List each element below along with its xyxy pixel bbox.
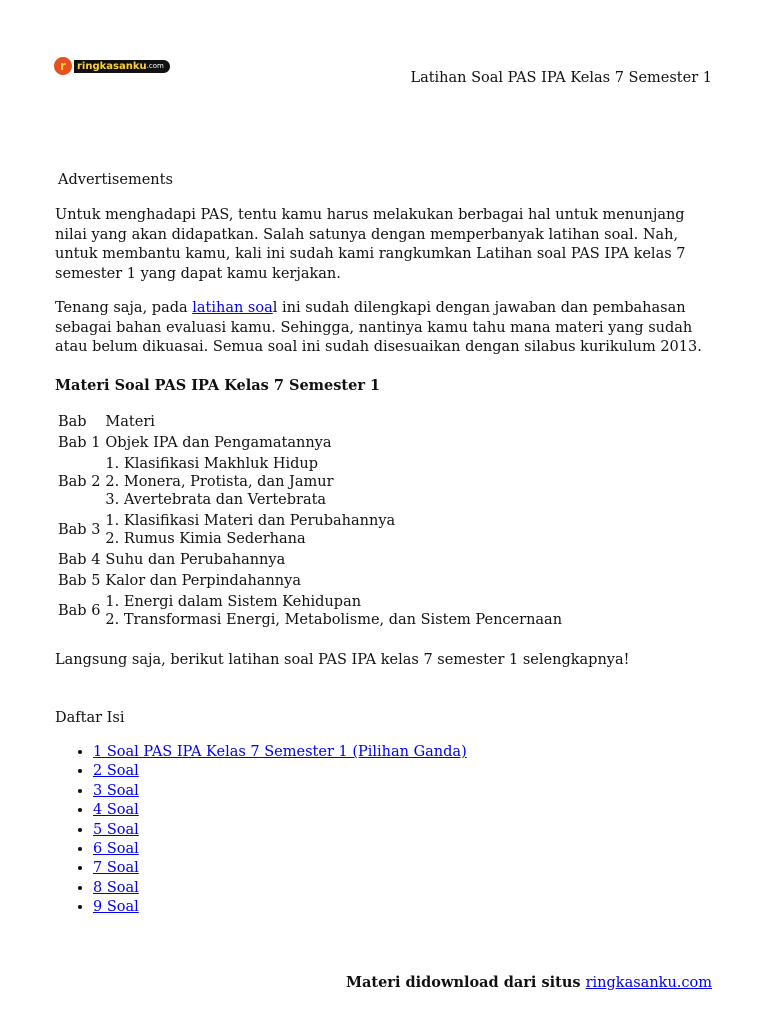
ringkasanku-logo-icon: r xyxy=(54,57,72,75)
table-header-materi: Materi xyxy=(105,413,155,430)
list-item xyxy=(93,859,715,878)
article-content xyxy=(55,172,715,918)
materi-line: 1. Klasifikasi Materi dan Perubahannya xyxy=(105,512,396,529)
toc-link[interactable]: 4 Soal xyxy=(93,802,139,819)
materi-line: Objek IPA dan Pengamatannya xyxy=(105,434,332,451)
advertisements-label: Advertisements xyxy=(58,172,173,188)
toc-link[interactable]: 2 Soal xyxy=(93,763,139,780)
table-header-row xyxy=(55,412,564,433)
toc-title: Daftar Isi xyxy=(55,710,125,726)
latihan-soal-link[interactable]: latihan soa xyxy=(192,300,273,316)
table-cell-bab: Bab 5 xyxy=(58,572,101,589)
materi-line: 2. Monera, Protista, dan Jamur xyxy=(105,473,334,490)
list-item xyxy=(93,898,715,917)
logo-wordmark xyxy=(74,60,170,73)
toc-link[interactable]: 9 Soal xyxy=(93,899,139,916)
table-cell-bab: Bab 4 xyxy=(58,551,101,568)
table-row xyxy=(55,454,564,511)
table-row xyxy=(55,550,564,571)
table-cell-bab: Bab 6 xyxy=(58,602,101,619)
materi-line: 3. Avertebrata dan Vertebrata xyxy=(105,491,327,508)
para2-before: Tenang saja, pada xyxy=(55,300,193,316)
table-row xyxy=(55,433,564,454)
table-cell-materi xyxy=(102,550,564,571)
list-item xyxy=(93,801,715,820)
materi-table xyxy=(55,412,564,631)
footer-label: Materi didownload dari situs xyxy=(345,974,586,991)
toc-link[interactable]: 5 Soal xyxy=(93,821,139,838)
table-cell-materi xyxy=(102,433,564,454)
toc-link[interactable]: 1 Soal PAS IPA Kelas 7 Semester 1 (Pilihan Ganda) xyxy=(93,744,467,760)
toc-link[interactable]: 8 Soal xyxy=(93,879,139,896)
page-footer xyxy=(346,974,712,991)
materi-line: 1. Energi dalam Sistem Kehidupan xyxy=(105,593,362,610)
list-item xyxy=(93,782,715,801)
materi-line: Kalor dan Perpindahannya xyxy=(105,572,301,589)
list-item xyxy=(93,840,715,859)
table-row xyxy=(55,511,564,550)
list-item xyxy=(93,879,715,898)
site-logo xyxy=(54,56,170,76)
toc-list xyxy=(55,743,715,918)
table-row xyxy=(55,592,564,631)
logo-domain: .com xyxy=(146,62,164,70)
table-cell-materi xyxy=(102,592,564,631)
page-header-title: Latihan Soal PAS IPA Kelas 7 Semester 1 xyxy=(410,70,712,86)
section-title: Materi Soal PAS IPA Kelas 7 Semester 1 xyxy=(55,376,381,394)
table-cell-bab: Bab 2 xyxy=(58,473,101,490)
closing-paragraph: Langsung saja, berikut latihan soal PAS IPA kelas 7 semester 1 selengkapnya! xyxy=(55,651,630,668)
table-cell-bab: Bab 1 xyxy=(58,434,101,451)
table-cell-materi xyxy=(102,511,564,550)
list-item xyxy=(93,821,715,840)
table-cell-materi xyxy=(102,571,564,592)
toc-link[interactable]: 6 Soal xyxy=(93,841,139,858)
table-cell-bab: Bab 3 xyxy=(58,521,101,538)
materi-line: 2. Rumus Kimia Sederhana xyxy=(105,530,306,547)
para2-after: l ini sudah dilengkapi dengan jawaban dan pembahasan sebagai bahan evaluasi kamu. Sehingga, nantinya kamu tahu mana materi yang sudah atau belum dikuasai. Semua soal ini sudah disesuaikan dengan silabus kurikulum 2013. xyxy=(55,300,702,355)
second-paragraph xyxy=(55,299,715,358)
logo-text: ringkasanku xyxy=(77,60,147,72)
toc-link[interactable]: 3 Soal xyxy=(93,782,139,799)
list-item xyxy=(93,762,715,781)
intro-paragraph: Untuk menghadapi PAS, tentu kamu harus melakukan berbagai hal untuk menunjang nilai yang akan didapatkan. Salah satunya dengan memperbanyak latihan soal. Nah, untuk membantu kamu, kali ini sudah kami rangkumkan Latihan soal PAS IPA kelas 7 semester 1 yang dapat kamu kerjakan. xyxy=(55,207,686,282)
materi-line: Suhu dan Perubahannya xyxy=(105,551,286,568)
toc-link[interactable]: 7 Soal xyxy=(93,860,139,877)
materi-line: 1. Klasifikasi Makhluk Hidup xyxy=(105,455,319,472)
table-row xyxy=(55,571,564,592)
footer-site-link[interactable]: ringkasanku.com xyxy=(585,975,712,991)
materi-line: 2. Transformasi Energi, Metabolisme, dan Sistem Pencernaan xyxy=(105,611,563,628)
table-cell-materi xyxy=(102,454,564,511)
table-header-bab: Bab xyxy=(58,413,87,430)
list-item xyxy=(93,743,715,762)
